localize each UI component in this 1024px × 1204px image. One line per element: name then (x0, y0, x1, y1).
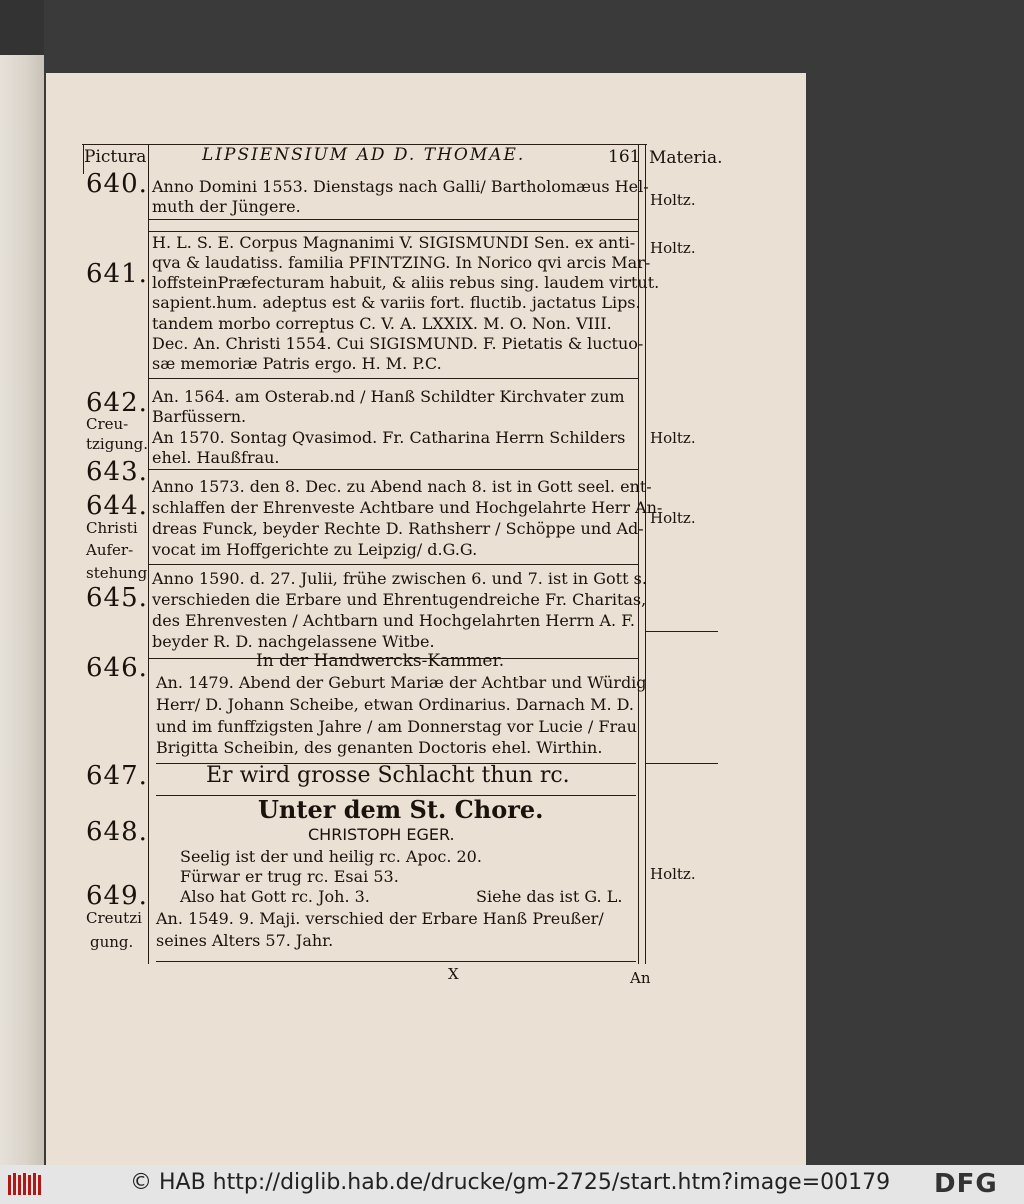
row-rule (156, 961, 636, 962)
row-rule (148, 469, 638, 470)
materia-label: Holtz. (650, 429, 696, 447)
page-number: 161 (608, 147, 641, 167)
entry-number: 641. (86, 259, 148, 289)
row-rule (148, 219, 638, 220)
side-label: Aufer- (86, 541, 134, 559)
entry-number: 647. (86, 761, 148, 791)
entry-line: Fürwar er trug rc. Esai 53. (180, 867, 399, 886)
page-title: LIPSIENSIUM AD D. THOMAE. (202, 145, 526, 165)
row-rule (148, 231, 638, 232)
entry-line: des Ehrenvesten / Achtbarn und Hochgelahrten Herrn A. F. (152, 611, 635, 630)
entry-number: 648. (86, 817, 148, 847)
section-heading: Unter dem St. Chore. (258, 795, 544, 824)
materia-label: Holtz. (650, 239, 696, 257)
entry-line: qva & laudatiss. familia PFINTZING. In Norico qvi arcis Mar- (152, 253, 651, 272)
entry-line: Anno 1573. den 8. Dec. zu Abend nach 8. ist in Gott seel. ent- (152, 477, 652, 496)
entry-line: Herr/ D. Johann Scheibe, etwan Ordinarius. Darnach M. D. (156, 695, 634, 714)
row-rule (148, 564, 638, 565)
entry-line: seines Alters 57. Jahr. (156, 931, 334, 950)
header-left: Pictura (84, 147, 147, 167)
entry-line: Also hat Gott rc. Joh. 3. (180, 887, 370, 906)
entry-line: Siehe das ist G. L. (476, 887, 623, 906)
materia-label: Holtz. (650, 191, 696, 209)
header-right: Materia. (649, 148, 723, 168)
side-label: tzigung. (86, 435, 149, 453)
entry-number: 640. (86, 169, 148, 199)
entry-line: dreas Funck, beyder Rechte D. Rathsherr / Schöppe und Ad- (152, 519, 644, 538)
side-label: Creutzi (86, 909, 142, 927)
side-label: stehung (86, 564, 148, 582)
hab-logo-icon (6, 1171, 46, 1198)
materia-label: Holtz. (650, 509, 696, 527)
entry-line: sapient.hum. adeptus est & variis fort. fluctib. jactatus Lips. (152, 293, 641, 312)
entry-number: 643. (86, 457, 148, 487)
section-heading: In der Handwercks-Kammer. (256, 651, 505, 671)
entry-number: 646. (86, 653, 148, 683)
row-rule (148, 378, 638, 379)
adjacent-page-edge (0, 55, 44, 1165)
entry-line: beyder R. D. nachgelassene Witbe. (152, 632, 435, 651)
footer-bar (0, 1165, 1024, 1204)
entry-line: loffsteinPræfecturam habuit, & aliis rebus sing. laudem virtut. (152, 273, 660, 292)
entry-number: 649. (86, 881, 148, 911)
entry-line: Seelig ist der und heilig rc. Apoc. 20. (180, 847, 482, 866)
book-page (46, 73, 806, 1165)
materia-label: Holtz. (650, 865, 696, 883)
entry-line: schlaffen der Ehrenveste Achtbare und Hochgelahrte Herr An- (152, 498, 663, 517)
dfg-logo: DFG (934, 1169, 998, 1199)
entry-number: 644. (86, 491, 148, 521)
column-rule-outer (83, 144, 84, 174)
person-name: CHRISTOPH EGER. (308, 825, 455, 844)
catchword: An (630, 969, 651, 987)
materia-rule (646, 763, 718, 764)
signature-mark: X (448, 965, 459, 983)
entry-line: Barfüssern. (152, 407, 247, 426)
entry-line: H. L. S. E. Corpus Magnanimi V. SIGISMUNDI Sen. ex anti- (152, 233, 636, 252)
entry-line: tandem morbo correptus C. V. A. LXXIX. M. O. Non. VIII. (152, 314, 612, 333)
entry-line: An. 1549. 9. Maji. verschied der Erbare Hanß Preußer/ (156, 909, 604, 928)
entry-line: An 1570. Sontag Qvasimod. Fr. Catharina Herrn Schilders (152, 428, 626, 447)
entry-line: sæ memoriæ Patris ergo. H. M. P.C. (152, 354, 442, 373)
entry-line: An. 1564. am Osterab.nd / Hanß Schildter Kirchvater zum (152, 387, 625, 406)
entry-number: 645. (86, 583, 148, 613)
side-label: Christi (86, 519, 138, 537)
column-rule-left (148, 144, 149, 964)
entry-line: und im funffzigsten Jahre / am Donnerstag vor Lucie / Frau (156, 717, 637, 736)
entry-line: Anno Domini 1553. Dienstags nach Galli/ Bartholomæus Hel- (152, 177, 649, 196)
entry-line: verschieden die Erbare und Ehrentugendreiche Fr. Charitas, (152, 590, 647, 609)
side-label: gung. (90, 933, 134, 951)
entry-line: muth der Jüngere. (152, 197, 301, 216)
entry-line: vocat im Hoffgerichte zu Leipzig/ d.G.G. (152, 540, 478, 559)
entry-line: Anno 1590. d. 27. Julii, frühe zwischen 6. und 7. ist in Gott s. (152, 569, 647, 588)
top-rule (82, 144, 647, 145)
entry-line: Brigitta Scheibin, des genanten Doctoris ehel. Wirthin. (156, 738, 603, 757)
entry-number: 642. (86, 388, 148, 418)
copyright-link[interactable]: © HAB http://diglib.hab.de/drucke/gm-2725/start.htm?image=00179 (130, 1170, 891, 1195)
entry-line: Dec. An. Christi 1554. Cui SIGISMUND. F. Pietatis & luctuo- (152, 334, 644, 353)
entry-line: An. 1479. Abend der Geburt Mariæ der Achtbar und Würdig (156, 673, 647, 692)
materia-rule (646, 631, 718, 632)
entry-line: ehel. Haußfrau. (152, 448, 280, 467)
entry-line: Er wird grosse Schlacht thun rc. (206, 763, 570, 788)
side-label: Creu- (86, 415, 129, 433)
